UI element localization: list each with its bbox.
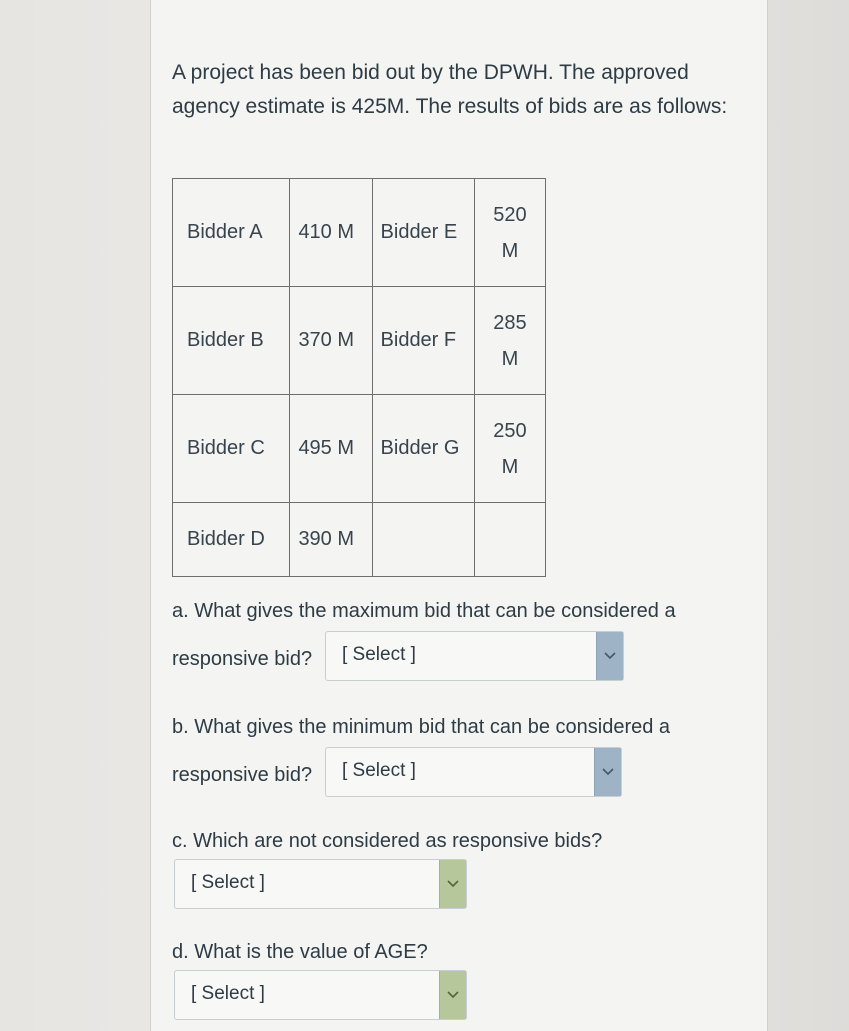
question-intro: A project has been bid out by the DPWH. The approved agency estimate is 425M. The results of bids are as follows:: [172, 61, 728, 118]
bids-table: [172, 178, 546, 577]
bid-amount-number: 520: [493, 203, 527, 226]
bidder-name-cell: Bidder G: [372, 395, 474, 503]
bidder-name-cell: Bidder B: [173, 287, 290, 395]
bidder-name-cell: Bidder E: [372, 179, 474, 287]
chevron-down-icon[interactable]: [594, 748, 621, 796]
table-row: [173, 287, 546, 395]
table-row: [173, 503, 546, 577]
bidder-name-cell: Bidder C: [173, 395, 290, 503]
chevron-down-icon[interactable]: [439, 971, 466, 1019]
bid-amount-cell: 495 M: [290, 395, 372, 503]
question-b-label: responsive bid?: [172, 764, 313, 786]
table-row: [173, 395, 546, 503]
answer-a-select[interactable]: [325, 631, 624, 681]
bid-amount-cell: [474, 395, 545, 503]
bid-amount-unit: M: [501, 347, 519, 370]
question-d-text: d. What is the value of AGE?: [172, 941, 428, 963]
bidder-name-cell: Bidder D: [173, 503, 290, 577]
answer-a-select-value: [ Select ]: [342, 644, 416, 665]
answer-c-select-value: [ Select ]: [191, 872, 265, 893]
bid-amount-cell: 390 M: [290, 503, 372, 577]
empty-cell: [372, 503, 474, 577]
bidder-name-cell: Bidder A: [173, 179, 290, 287]
chevron-down-icon[interactable]: [596, 632, 623, 680]
question-a-text: a. What gives the maximum bid that can be considered a: [172, 600, 676, 622]
bid-amount-cell: [474, 179, 545, 287]
chevron-down-icon[interactable]: [439, 860, 466, 908]
answer-d-select-value: [ Select ]: [191, 983, 265, 1004]
bid-amount-unit: M: [501, 239, 519, 262]
question-c-text: c. Which are not considered as responsive bids?: [172, 830, 603, 852]
bid-amount-number: 285: [493, 311, 527, 334]
empty-cell: [474, 503, 545, 577]
bidder-name-cell: Bidder F: [372, 287, 474, 395]
bid-amount-unit: M: [501, 455, 519, 478]
bid-amount-number: 250: [493, 419, 527, 442]
question-a-label: responsive bid?: [172, 648, 313, 670]
bid-amount-cell: 410 M: [290, 179, 372, 287]
table-row: [173, 179, 546, 287]
question-b-text: b. What gives the minimum bid that can be considered a: [172, 716, 671, 738]
bid-amount-cell: [474, 287, 545, 395]
bid-amount-cell: 370 M: [290, 287, 372, 395]
answer-b-select-value: [ Select ]: [342, 760, 416, 781]
answer-c-select[interactable]: [174, 859, 467, 909]
answer-b-select[interactable]: [325, 747, 622, 797]
answer-d-select[interactable]: [174, 970, 467, 1020]
